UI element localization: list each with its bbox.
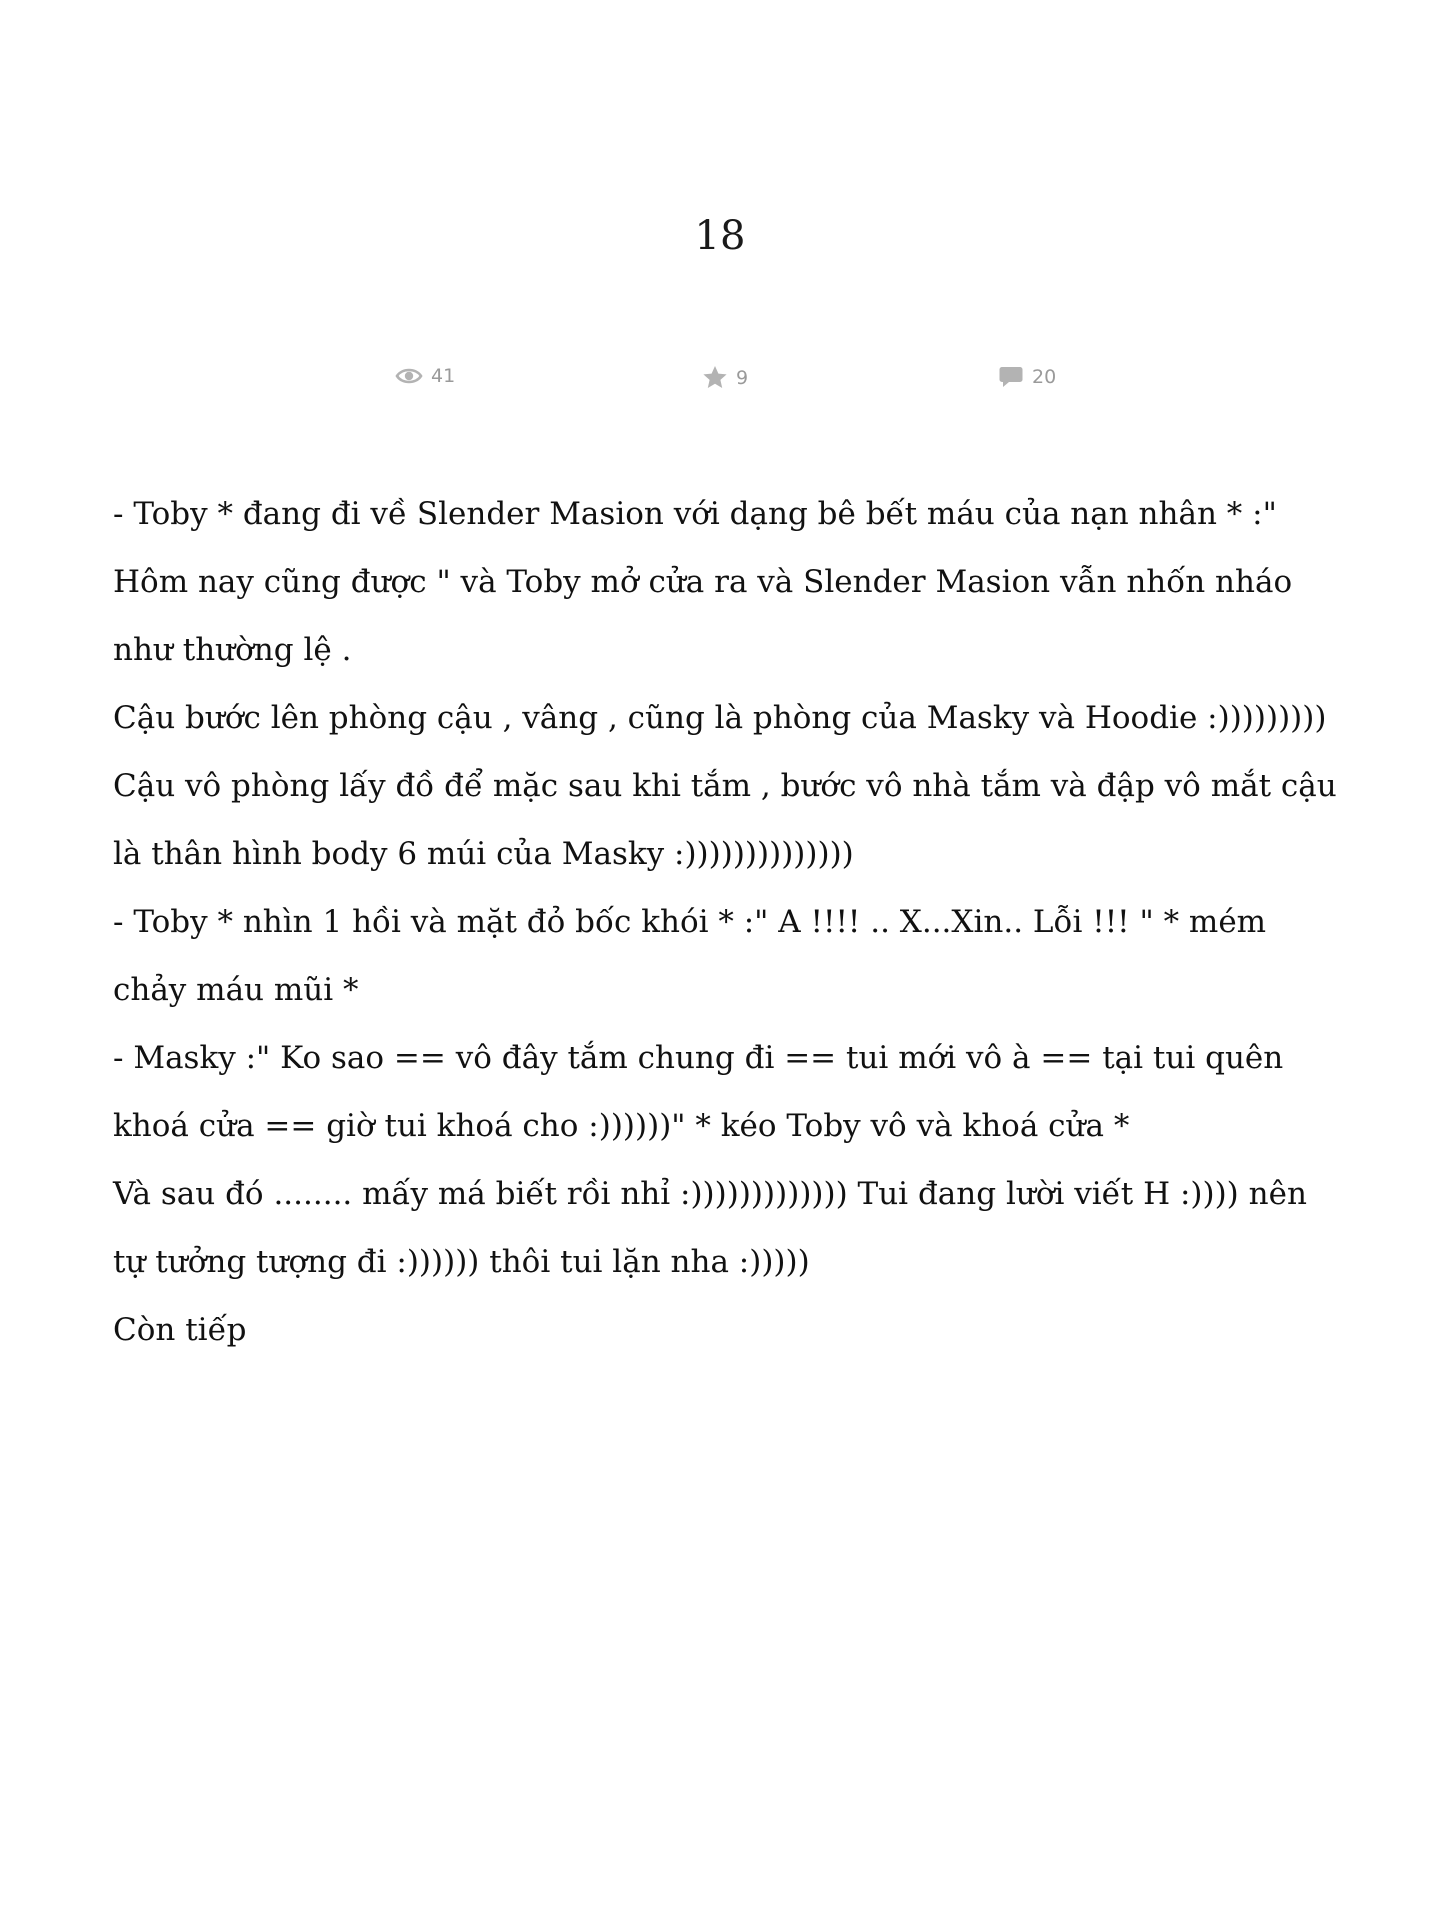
votes-stat[interactable] (702, 365, 748, 390)
eye-icon (395, 366, 423, 386)
story-paragraph: - Toby * nhìn 1 hồi và mặt đỏ bốc khói * :" A !!!! .. X...Xin.. Lỗi !!! " * mém chảy máu mũi * (113, 904, 1267, 1008)
story-paragraph: - Toby * đang đi về Slender Masion với dạng bê bết máu của nạn nhân * :" Hôm nay cũng được " và Toby mở cửa ra và Slender Masion vẫn nhốn nháo như thường lệ . (113, 496, 1293, 668)
story-body (113, 480, 1343, 1364)
story-paragraph: Cậu bước lên phòng cậu , vâng , cũng là phòng của Masky và Hoodie :))))))))) Cậu vô phòng lấy đồ để mặc sau khi tắm , bước vô nhà tắm và đập vô mắt cậu là thân hình body 6 múi của Masky :)))))))))))))) (113, 700, 1337, 872)
comments-count: 20 (1032, 366, 1057, 388)
chapter-title: 18 (694, 213, 746, 259)
story-stats (0, 365, 1440, 395)
story-paragraph: Và sau đó ........ mấy má biết rồi nhỉ :))))))))))))) Tui đang lười viết H :)))) nên tự tưởng tượng đi :)))))) thôi tui lặn nha :))))) (113, 1176, 1307, 1280)
comments-stat[interactable] (998, 365, 1056, 389)
votes-count: 9 (736, 366, 749, 389)
story-paragraph: Còn tiếp (113, 1312, 247, 1348)
star-icon (702, 365, 728, 390)
views-count: 41 (431, 365, 456, 387)
comment-icon (998, 365, 1024, 389)
story-paragraph: - Masky :" Ko sao == vô đây tắm chung đi == tui mới vô à == tại tui quên khoá cửa == giờ tui khoá cho :))))))" * kéo Toby vô và khoá cửa * (113, 1040, 1284, 1144)
views-stat (395, 365, 455, 387)
